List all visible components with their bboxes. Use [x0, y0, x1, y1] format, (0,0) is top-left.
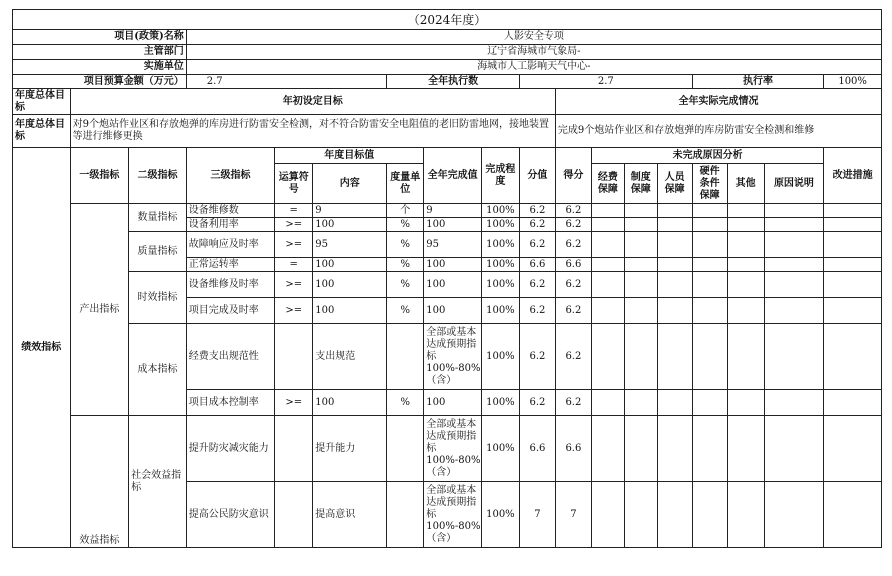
empty-cell — [657, 232, 692, 258]
row-name: 故障响应及时率 — [186, 232, 274, 258]
empty-cell — [657, 298, 692, 324]
empty-cell — [727, 218, 764, 232]
l1-effect: 效益指标 — [70, 416, 129, 548]
row-value: 7 — [519, 482, 555, 548]
empty-cell — [764, 218, 824, 232]
header-r2: 制度保障 — [624, 164, 657, 204]
row-content: 95 — [313, 232, 387, 258]
row-content: 9 — [313, 204, 387, 218]
l1-output: 产出指标 — [70, 204, 129, 416]
header-annual-target: 年度目标值 — [275, 148, 424, 164]
row-content: 提升能力 — [313, 416, 387, 482]
row-op — [275, 482, 313, 548]
header-l3: 三级指标 — [186, 148, 274, 204]
header-r5: 其他 — [727, 164, 764, 204]
empty-cell — [727, 324, 764, 390]
empty-cell — [657, 324, 692, 390]
empty-cell — [591, 218, 624, 232]
row-content: 100 — [313, 218, 387, 232]
row-content: 支出规范 — [313, 324, 387, 390]
empty-cell — [727, 416, 764, 482]
l2-quality: 质量指标 — [129, 232, 187, 272]
row-score: 6.2 — [555, 232, 591, 258]
empty-cell — [764, 324, 824, 390]
exec-label: 全年执行数 — [387, 75, 520, 89]
empty-cell — [727, 258, 764, 272]
header-r4: 硬件条件保障 — [692, 164, 727, 204]
header-l2: 二级指标 — [129, 148, 187, 204]
exec-value: 2.7 — [519, 75, 692, 89]
row-done: 9 — [424, 204, 482, 218]
empty-cell — [727, 272, 764, 298]
empty-cell — [824, 482, 882, 548]
empty-cell — [657, 390, 692, 416]
row-name: 提高公民防灾意识 — [186, 482, 274, 548]
row-degree: 100% — [481, 272, 519, 298]
row-score: 6.2 — [555, 218, 591, 232]
row-unit: % — [387, 218, 424, 232]
goal-label-2: 年度总体目标 — [13, 115, 71, 148]
row-value: 6.2 — [519, 324, 555, 390]
row-unit — [387, 324, 424, 390]
empty-cell — [657, 218, 692, 232]
row-degree: 100% — [481, 390, 519, 416]
row-value: 6.6 — [519, 416, 555, 482]
row-score: 6.2 — [555, 390, 591, 416]
row-done: 95 — [424, 232, 482, 258]
l2-social: 社会效益指标 — [129, 416, 187, 548]
performance-table — [12, 9, 882, 548]
empty-cell — [764, 204, 824, 218]
row-unit: % — [387, 390, 424, 416]
empty-cell — [764, 390, 824, 416]
row-unit: % — [387, 232, 424, 258]
header-unit: 度量单位 — [387, 164, 424, 204]
row-op: >= — [275, 218, 313, 232]
unit-value: 海城市人工影响天气中心- — [186, 60, 881, 75]
row-unit — [387, 482, 424, 548]
header-reason: 未完成原因分析 — [591, 148, 823, 164]
row-done: 全部或基本达成预期指标100%-80%（含） — [424, 482, 482, 548]
empty-cell — [692, 232, 727, 258]
row-unit: % — [387, 272, 424, 298]
year-header: （2024年度） — [13, 10, 882, 30]
row-content: 提高意识 — [313, 482, 387, 548]
empty-cell — [624, 218, 657, 232]
rate-label: 执行率 — [692, 75, 824, 89]
row-done: 100 — [424, 272, 482, 298]
empty-cell — [624, 390, 657, 416]
row-name: 项目完成及时率 — [186, 298, 274, 324]
row-value: 6.2 — [519, 232, 555, 258]
row-done: 全部或基本达成预期指标100%-80%（含） — [424, 324, 482, 390]
empty-cell — [727, 298, 764, 324]
row-value: 6.2 — [519, 298, 555, 324]
row-degree: 100% — [481, 258, 519, 272]
row-score: 7 — [555, 482, 591, 548]
empty-cell — [591, 258, 624, 272]
row-name: 提升防灾减灾能力 — [186, 416, 274, 482]
empty-cell — [624, 416, 657, 482]
empty-cell — [824, 218, 882, 232]
row-op — [275, 324, 313, 390]
row-degree: 100% — [481, 482, 519, 548]
row-score: 6.2 — [555, 298, 591, 324]
perf-indicator-label: 绩效指标 — [13, 148, 71, 548]
row-value: 6.2 — [519, 204, 555, 218]
row-degree: 100% — [481, 232, 519, 258]
row-op: >= — [275, 232, 313, 258]
row-done: 100 — [424, 258, 482, 272]
row-unit: 个 — [387, 204, 424, 218]
empty-cell — [624, 258, 657, 272]
budget-label: 项目预算金额（万元） — [13, 75, 187, 89]
row-degree: 100% — [481, 218, 519, 232]
row-degree: 100% — [481, 298, 519, 324]
empty-cell — [624, 232, 657, 258]
row-name: 设备维修及时率 — [186, 272, 274, 298]
row-content: 100 — [313, 298, 387, 324]
empty-cell — [727, 482, 764, 548]
row-score: 6.2 — [555, 324, 591, 390]
empty-cell — [624, 482, 657, 548]
header-degree: 完成程度 — [481, 148, 519, 204]
row-done: 100 — [424, 218, 482, 232]
row-done: 全部或基本达成预期指标100%-80%（含） — [424, 416, 482, 482]
empty-cell — [624, 324, 657, 390]
actual-goal-header: 全年实际完成情况 — [555, 89, 881, 115]
empty-cell — [824, 324, 882, 390]
empty-cell — [624, 272, 657, 298]
header-score: 得分 — [555, 148, 591, 204]
header-content: 内容 — [313, 164, 387, 204]
row-degree: 100% — [481, 204, 519, 218]
dept-value: 辽宁省海城市气象局- — [186, 45, 881, 60]
empty-cell — [692, 218, 727, 232]
header-r3: 人员保障 — [657, 164, 692, 204]
rate-value: 100% — [824, 75, 882, 89]
l2-cost: 成本指标 — [129, 324, 187, 416]
row-value: 6.6 — [519, 258, 555, 272]
empty-cell — [624, 204, 657, 218]
empty-cell — [824, 272, 882, 298]
row-op: = — [275, 258, 313, 272]
row-name: 正常运转率 — [186, 258, 274, 272]
row-score: 6.6 — [555, 258, 591, 272]
row-name: 设备维修数 — [186, 204, 274, 218]
empty-cell — [657, 272, 692, 298]
row-name: 项目成本控制率 — [186, 390, 274, 416]
row-value: 6.2 — [519, 390, 555, 416]
empty-cell — [692, 204, 727, 218]
empty-cell — [824, 258, 882, 272]
empty-cell — [591, 482, 624, 548]
empty-cell — [824, 298, 882, 324]
header-full-year: 全年完成值 — [424, 148, 482, 204]
empty-cell — [591, 272, 624, 298]
empty-cell — [824, 416, 882, 482]
row-score: 6.6 — [555, 416, 591, 482]
empty-cell — [764, 416, 824, 482]
empty-cell — [591, 298, 624, 324]
row-op: >= — [275, 298, 313, 324]
budget-value: 2.7 — [186, 75, 387, 89]
row-done: 100 — [424, 390, 482, 416]
row-unit — [387, 416, 424, 482]
empty-cell — [591, 390, 624, 416]
empty-cell — [657, 416, 692, 482]
row-value: 6.2 — [519, 272, 555, 298]
empty-cell — [657, 258, 692, 272]
empty-cell — [764, 258, 824, 272]
initial-goal-text: 对9个炮站作业区和存放炮弹的库房进行防雷安全检测，对不符合防雷安全电阻值的老旧防雷地网，接地装置等进行维修更换 — [70, 115, 555, 148]
row-degree: 100% — [481, 416, 519, 482]
initial-goal-header: 年初设定目标 — [70, 89, 555, 115]
header-r6: 原因说明 — [764, 164, 824, 204]
empty-cell — [764, 482, 824, 548]
row-unit: % — [387, 298, 424, 324]
header-op: 运算符号 — [275, 164, 313, 204]
header-improve: 改进措施 — [824, 148, 882, 204]
row-score: 6.2 — [555, 272, 591, 298]
l2-time: 时效指标 — [129, 272, 187, 324]
empty-cell — [824, 232, 882, 258]
empty-cell — [692, 298, 727, 324]
header-score-value: 分值 — [519, 148, 555, 204]
empty-cell — [727, 232, 764, 258]
row-content: 100 — [313, 258, 387, 272]
row-content: 100 — [313, 272, 387, 298]
row-op — [275, 416, 313, 482]
empty-cell — [692, 390, 727, 416]
empty-cell — [624, 298, 657, 324]
row-degree: 100% — [481, 324, 519, 390]
row-op: = — [275, 204, 313, 218]
empty-cell — [657, 204, 692, 218]
header-r1: 经费保障 — [591, 164, 624, 204]
row-name: 经费支出规范性 — [186, 324, 274, 390]
empty-cell — [692, 258, 727, 272]
unit-label: 实施单位 — [13, 60, 187, 75]
empty-cell — [692, 324, 727, 390]
dept-label: 主管部门 — [13, 45, 187, 60]
empty-cell — [591, 232, 624, 258]
header-l1: 一级指标 — [70, 148, 129, 204]
empty-cell — [764, 272, 824, 298]
empty-cell — [591, 204, 624, 218]
empty-cell — [764, 232, 824, 258]
row-done: 100 — [424, 298, 482, 324]
empty-cell — [824, 204, 882, 218]
goal-label: 年度总体目标 — [13, 89, 71, 115]
empty-cell — [657, 482, 692, 548]
row-content: 100 — [313, 390, 387, 416]
empty-cell — [727, 390, 764, 416]
empty-cell — [764, 298, 824, 324]
empty-cell — [591, 324, 624, 390]
empty-cell — [692, 482, 727, 548]
empty-cell — [824, 390, 882, 416]
row-op: >= — [275, 390, 313, 416]
row-op: >= — [275, 272, 313, 298]
actual-goal-text: 完成9个炮站作业区和存放炮弹的库房防雷安全检测和维修 — [555, 115, 881, 148]
empty-cell — [727, 204, 764, 218]
row-unit: % — [387, 258, 424, 272]
empty-cell — [692, 272, 727, 298]
project-name-label: 项目(政策)名称 — [13, 30, 187, 45]
empty-cell — [591, 416, 624, 482]
row-name: 设备利用率 — [186, 218, 274, 232]
row-score: 6.2 — [555, 204, 591, 218]
project-name: 人影安全专项 — [186, 30, 881, 45]
empty-cell — [692, 416, 727, 482]
l2-quantity: 数量指标 — [129, 204, 187, 232]
row-value: 6.2 — [519, 218, 555, 232]
